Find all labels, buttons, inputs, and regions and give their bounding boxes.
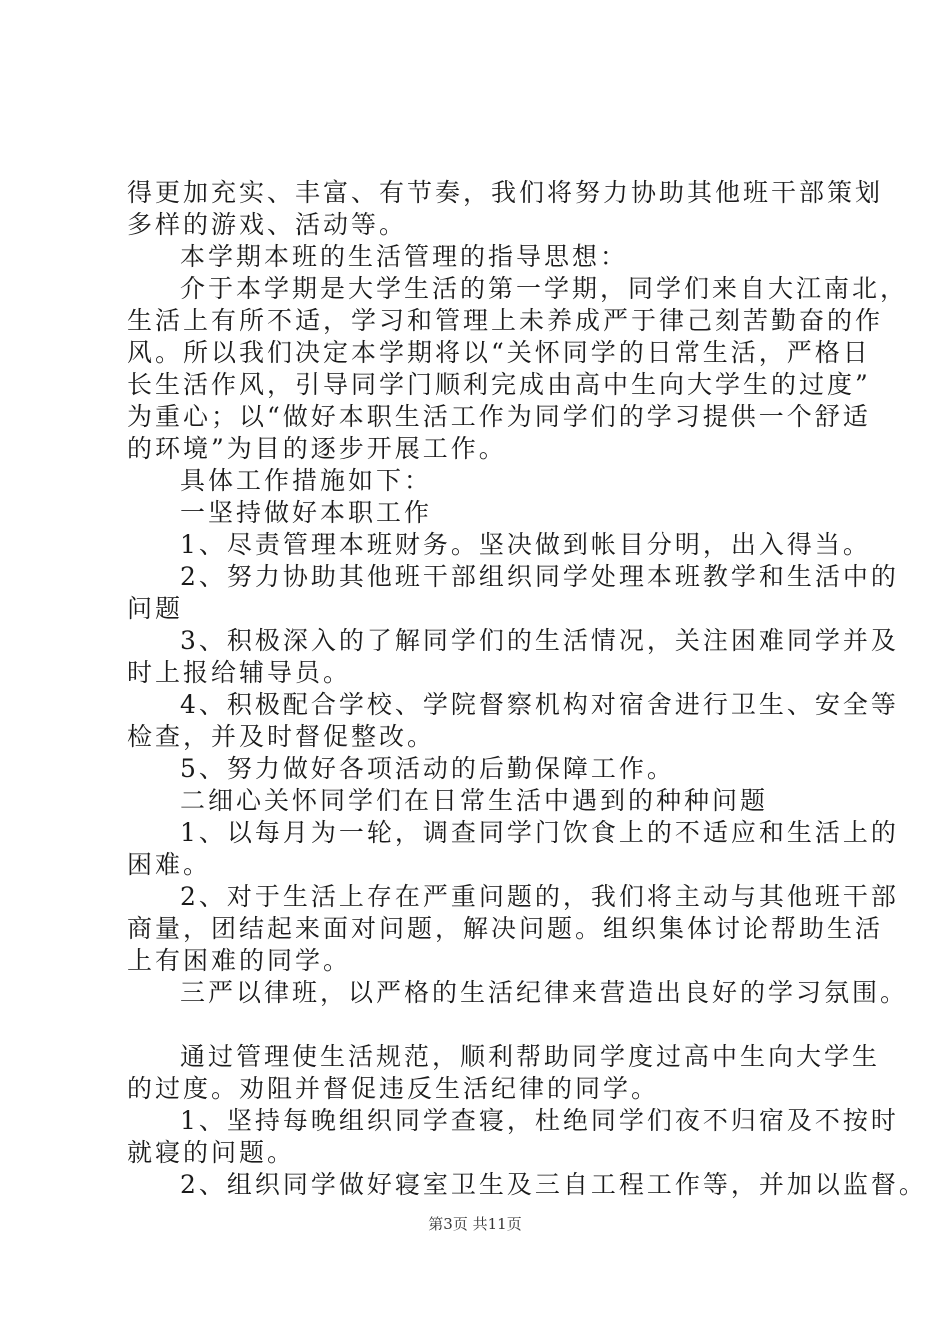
body-line: 多样的游戏、活动等。 [127, 210, 408, 239]
body-line: 的环境”为目的逐步开展工作。 [127, 434, 507, 463]
body-line: 的过度。劝阻并督促违反生活纪律的同学。 [127, 1074, 660, 1103]
section-heading: 二细心关怀同学们在日常生活中遇到的种种问题 [180, 786, 769, 815]
body-line: 问题 [127, 594, 184, 623]
body-line: 得更加充实、丰富、有节奏，我们将努力协助其他班干部策划 [127, 178, 884, 207]
list-item: 5、努力做好各项活动的后勤保障工作。 [180, 754, 675, 783]
section-heading: 具体工作措施如下： [180, 466, 433, 495]
list-item: 2、对于生活上存在严重问题的，我们将主动与其他班干部 [180, 882, 899, 911]
section-heading: 三严以律班，以严格的生活纪律来营造出良好的学习氛围。 [180, 978, 909, 1007]
body-line: 介于本学期是大学生活的第一学期，同学们来自大江南北， [180, 274, 909, 303]
body-line: 风。所以我们决定本学期将以“关怀同学的日常生活，严格日 [127, 338, 871, 367]
body-line: 时上报给辅导员。 [127, 658, 352, 687]
page-number-footer: 第3页 共11页 [428, 1215, 522, 1233]
section-heading: 本学期本班的生活管理的指导思想： [180, 242, 629, 271]
body-line: 生活上有所不适，学习和管理上未养成严于律己刻苦勤奋的作 [127, 306, 884, 335]
body-line: 长生活作风，引导同学门顺利完成由高中生向大学生的过度” [127, 370, 871, 399]
list-item: 1、以每月为一轮，调查同学门饮食上的不适应和生活上的 [180, 818, 899, 847]
body-line: 检查，并及时督促整改。 [127, 722, 436, 751]
list-item: 3、积极深入的了解同学们的生活情况，关注困难同学并及 [180, 626, 899, 655]
body-line: 困难。 [127, 850, 212, 879]
list-item: 1、尽责管理本班财务。坚决做到帐目分明，出入得当。 [180, 530, 871, 559]
body-line: 商量，团结起来面对问题，解决问题。组织集体讨论帮助生活 [127, 914, 884, 943]
list-item: 4、积极配合学校、学院督察机构对宿舍进行卫生、安全等 [180, 690, 899, 719]
list-item: 2、努力协助其他班干部组织同学处理本班教学和生活中的 [180, 562, 899, 591]
list-item: 2、组织同学做好寝室卫生及三自工程工作等，并加以监督。 [180, 1170, 927, 1199]
body-line: 上有困难的同学。 [127, 946, 352, 975]
list-item: 1、坚持每晚组织同学查寝，杜绝同学们夜不归宿及不按时 [180, 1106, 899, 1135]
body-line: 为重心；以“做好本职生活工作为同学们的学习提供一个舒适 [127, 402, 871, 431]
body-line: 就寝的问题。 [127, 1138, 296, 1167]
body-line: 通过管理使生活规范，顺利帮助同学度过高中生向大学生 [180, 1042, 881, 1071]
section-heading: 一坚持做好本职工作 [180, 498, 433, 527]
